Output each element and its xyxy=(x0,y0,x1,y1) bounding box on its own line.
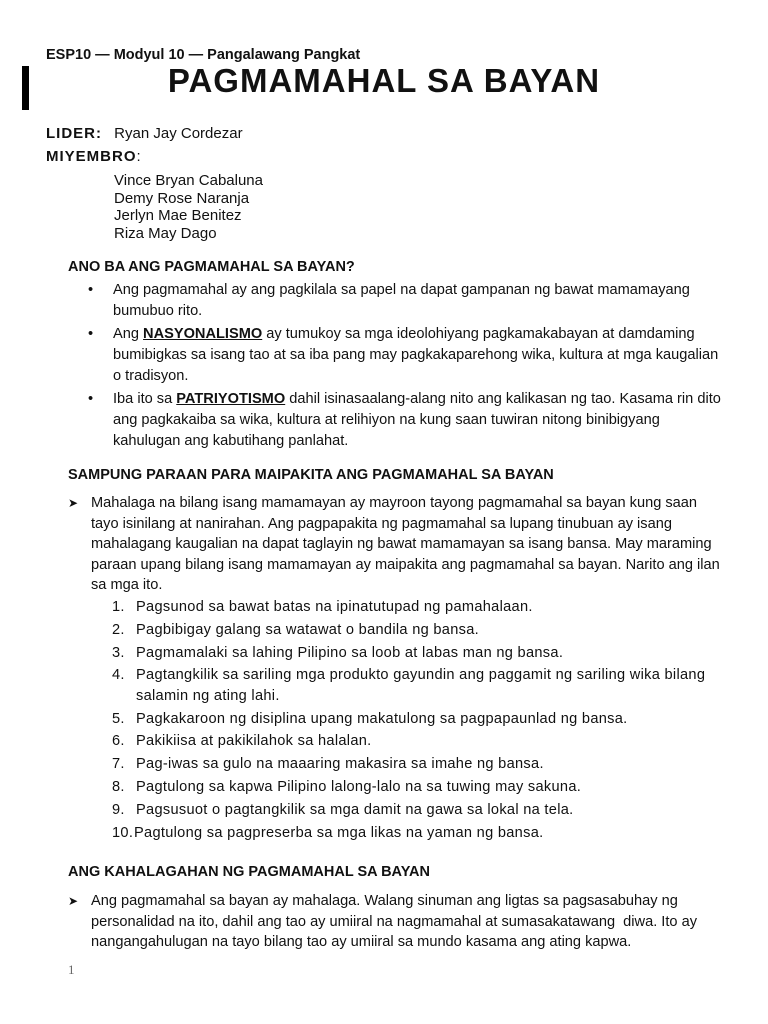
importance-text: Ang pagmamahal sa bayan ay mahalaga. Walang sinuman ang ligtas sa pagsasabuhay ng personalidad na ito, dahil ang tao ay umiiral na nagmamahal at sumasakatawang diwa. Ito ay nangangahulugan na tayo bilang tao ay umiiral sa mundo kasama ang ating kapwa. xyxy=(91,893,702,950)
list-item: 6. Pakikiisa at pakikilahok sa halalan. xyxy=(112,733,372,750)
list-item: 4. Pagtangkilik sa sariling mga produkto gayundin ang paggamit ng sariling wika bilang salamin ng ating lahi. xyxy=(112,667,706,704)
keyword-nasyonalismo: NASYONALISMO xyxy=(143,326,263,342)
bullet-dot-icon: • xyxy=(88,282,94,298)
bullet-text-pre: Ang xyxy=(113,326,144,342)
members-label: MIYEMBRO xyxy=(46,148,137,165)
member-name: Jerlyn Mae Benitez xyxy=(114,207,242,225)
member-name: Demy Rose Naranja xyxy=(114,189,250,207)
bullet-text-post: dahil isinasaalang-alang nito ang kalikasan ng tao. Kasama rin dito ang pagkakaiba sa wika, kultura at relihiyon na kung saan tuwiran nitong binibigyang kahulugan ang kabutihang panlahat. xyxy=(113,391,721,449)
list-item: 1. Pagsunod sa bawat batas na ipinatutupad ng pamahalaan. xyxy=(112,599,533,615)
list-item: 7. Pag-iwas sa gulo na maaaring makasira sa imahe ng bansa. xyxy=(112,756,544,773)
intro-text: Mahalaga na bilang isang mamamayan ay mayroon tayong pagmamahal sa bayan kung saan tayo isinilang at nanirahan. Ang pagpapakita ng pagmamahal sa lupang tinubuan ay isang mahalagang kaugalian na dapat taglayin ng bawat mamamayan sa isang bansa. May maraming paraan upang bilang isang mamamayan ay maipakita ang pagmamahal sa bayan. Narito ang ilan sa mga ito. xyxy=(91,495,720,593)
leader-label: LIDER: xyxy=(46,125,102,142)
arrow-bullet-icon: ➤ xyxy=(68,496,79,510)
bullet-text: Ang pagmamahal ay ang pagkilala sa papel na dapat gampanan ng bawat mamamayang bumubuo rito. xyxy=(113,282,690,319)
list-item: 10. Pagtulong sa pagpreserba sa mga likas na yaman ng bansa. xyxy=(112,824,544,841)
page-number: 1 xyxy=(68,962,75,977)
arrow-bullet-icon: ➤ xyxy=(68,894,79,908)
keyword-patriyotismo: PATRIYOTISMO xyxy=(176,391,286,407)
member-name: Riza May Dago xyxy=(114,225,217,243)
bullet-dot-icon: • xyxy=(88,391,94,407)
module-header: ESP10 — Modyul 10 — Pangalawang Pangkat xyxy=(46,47,361,63)
arrow-paragraph xyxy=(68,493,728,596)
bullet-text xyxy=(113,324,728,387)
list-item: 3. Pagmamalaki sa lahing Pilipino sa loob at labas man ng bansa. xyxy=(112,644,564,661)
list-item: 9. Pagsusuot o pagtangkilik sa mga damit na gawa sa lokal na tela. xyxy=(112,801,574,818)
bullet-item xyxy=(88,389,728,452)
list-item: 5. Pagkakaroon ng disiplina upang makatulong sa pagpapaunlad ng bansa. xyxy=(112,710,628,727)
bullet-text-pre: Iba ito sa xyxy=(113,391,177,407)
list-item: 8. Pagtulong sa kapwa Pilipino lalong-lalo na sa tuwing may sakuna. xyxy=(112,779,582,796)
bullet-dot-icon: • xyxy=(88,326,94,342)
section-heading-1: ANO BA ANG PAGMAMAHAL SA BAYAN? xyxy=(68,259,355,275)
bullet-text-post: ay tumukoy sa mga ideolohiyang pagkamakabayan at damdaming bumibigkas sa isang tao at sa iba pang may pagkakaparehong wika, kultura at mga kaugalian o tradisyon. xyxy=(113,326,719,384)
bullet-text xyxy=(113,389,728,452)
leader-name: Ryan Jay Cordezar xyxy=(114,125,243,142)
ways-list xyxy=(112,597,712,845)
leader-line xyxy=(46,125,243,142)
section-heading-2: SAMPUNG PARAAN PARA MAIPAKITA ANG PAGMAMAHAL SA BAYAN xyxy=(68,467,554,483)
bullet-item xyxy=(88,324,728,387)
arrow-paragraph xyxy=(68,891,728,953)
member-name: Vince Bryan Cabaluna xyxy=(114,172,263,189)
page-title: PAGMAMAHAL SA BAYAN xyxy=(167,62,601,99)
members-colon: : xyxy=(136,148,141,165)
list-item: 2. Pagbibigay galang sa watawat o bandila ng bansa. xyxy=(112,621,480,638)
bullet-item xyxy=(88,280,728,322)
section-heading-3: ANG KAHALAGAHAN NG PAGMAMAHAL SA BAYAN xyxy=(68,864,430,880)
members-list xyxy=(114,172,263,243)
members-label-line xyxy=(46,148,141,165)
